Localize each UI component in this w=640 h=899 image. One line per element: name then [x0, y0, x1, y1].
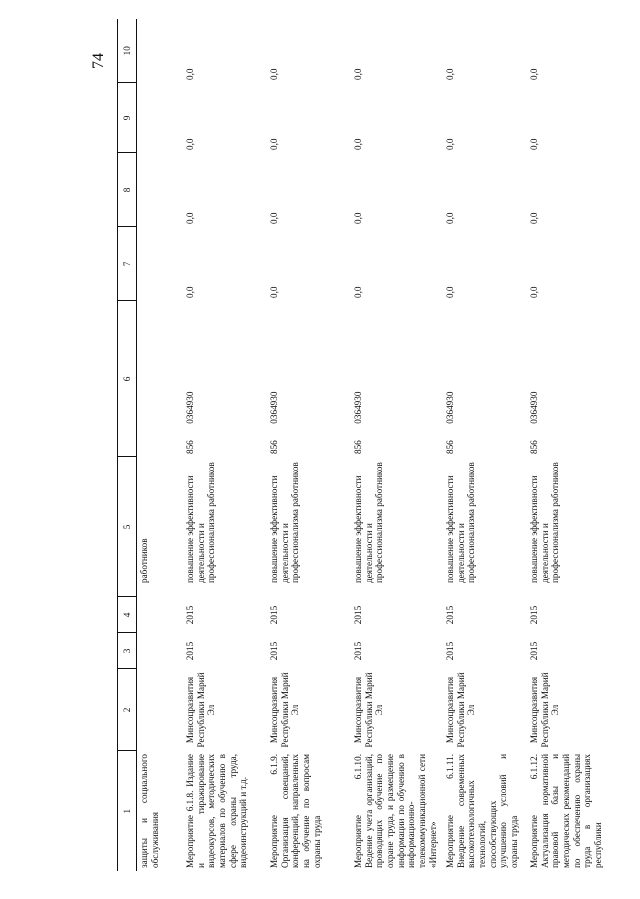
- continuation-row: [137, 19, 184, 871]
- expected-result: повышение эффективности деятельности и профессионализма работников: [269, 462, 301, 583]
- budget-codes: [443, 301, 527, 457]
- table-row: [351, 19, 443, 871]
- executor: Минсоцразвития Республики Марий Эл: [185, 672, 217, 748]
- end-year: 2015: [353, 605, 363, 625]
- col-header: 9: [118, 83, 137, 153]
- value-col10: 0,0: [353, 68, 363, 80]
- executor: Минсоцразвития Республики Марий Эл: [445, 672, 477, 748]
- start-year: 2015: [353, 641, 363, 661]
- col-header: 3: [118, 633, 137, 669]
- value-col8: 0,0: [353, 212, 363, 224]
- start-year: 2015: [445, 641, 455, 661]
- start-year: 2015: [529, 641, 539, 661]
- budget-codes: [351, 301, 443, 457]
- measure-name: защиты и социального обслуживания: [139, 754, 160, 868]
- end-year: 2015: [185, 605, 195, 625]
- value-col7: 0,0: [445, 286, 455, 298]
- expected-result: повышение эффективности деятельности и профессионализма работников: [529, 462, 561, 583]
- expected-result: работников: [139, 538, 149, 583]
- measure-name: Мероприятие 6.1.10. Ведение учета организаций, проводящих обучение по охране труда, и размещение информации по обучению в информационно-телекоммуникационной сети «Интернет»: [353, 754, 438, 868]
- table-row: [267, 19, 351, 871]
- executor: Минсоцразвития Республики Марий Эл: [529, 672, 561, 748]
- start-year: 2015: [269, 641, 279, 661]
- grbs-code: 856: [353, 440, 363, 454]
- value-col8: 0,0: [445, 212, 455, 224]
- value-col8: 0,0: [529, 212, 539, 224]
- program-table: [117, 19, 611, 871]
- rzpr-code: 0364930: [269, 391, 279, 424]
- header-row: [118, 19, 137, 871]
- budget-codes: [183, 301, 267, 457]
- value-col9: 0,0: [445, 138, 455, 150]
- col-header: 10: [118, 19, 137, 83]
- value-col7: 0,0: [269, 286, 279, 298]
- grbs-code: 856: [269, 440, 279, 454]
- budget-codes: [527, 301, 611, 457]
- value-col7: 0,0: [185, 286, 195, 298]
- col-header: 6: [118, 301, 137, 457]
- value-col8: 0,0: [269, 212, 279, 224]
- value-col9: 0,0: [529, 138, 539, 150]
- value-col10: 0,0: [529, 68, 539, 80]
- measure-name: Мероприятие 6.1.12. Актуализация нормативной правовой базы и методических рекомендаций по обеспечению охраны труда в организациях республики: [529, 754, 604, 868]
- executor: Минсоцразвития Республики Марий Эл: [353, 672, 385, 748]
- value-col7: 0,0: [353, 286, 363, 298]
- expected-result: повышение эффективности деятельности и профессионализма работников: [445, 462, 477, 583]
- table-row: [527, 19, 611, 871]
- end-year: 2015: [529, 605, 539, 625]
- expected-result: повышение эффективности деятельности и профессионализма работников: [185, 462, 217, 583]
- table-row: [183, 19, 267, 871]
- value-col9: 0,0: [269, 138, 279, 150]
- grbs-code: 856: [445, 440, 455, 454]
- value-col10: 0,0: [185, 68, 195, 80]
- rzpr-code: 0364930: [185, 391, 195, 424]
- value-col10: 0,0: [269, 68, 279, 80]
- rzpr-code: 0364930: [353, 391, 363, 424]
- value-col9: 0,0: [185, 138, 195, 150]
- col-header: 7: [118, 227, 137, 301]
- budget-codes: [267, 301, 351, 457]
- value-col7: 0,0: [529, 286, 539, 298]
- measure-name: Мероприятие 6.1.11. Внедрение современных высокотехнологичных технологий, способствующих улучшению условий и охраны труда: [445, 754, 520, 868]
- grbs-code: 856: [529, 440, 539, 454]
- col-header: 4: [118, 597, 137, 633]
- expected-result: повышение эффективности деятельности и профессионализма работников: [353, 462, 385, 583]
- page-number: 74: [90, 53, 107, 69]
- rzpr-code: 0364930: [445, 391, 455, 424]
- end-year: 2015: [445, 605, 455, 625]
- value-col8: 0,0: [185, 212, 195, 224]
- value-col9: 0,0: [353, 138, 363, 150]
- col-header: 1: [118, 751, 137, 871]
- grbs-code: 856: [185, 440, 195, 454]
- rzpr-code: 0364930: [529, 391, 539, 424]
- col-header: 5: [118, 457, 137, 597]
- end-year: 2015: [269, 605, 279, 625]
- col-header: 2: [118, 669, 137, 751]
- start-year: 2015: [185, 641, 195, 661]
- value-col10: 0,0: [445, 68, 455, 80]
- table-row: [443, 19, 527, 871]
- measure-name: Мероприятие 6.1.9. Организация совещаний, конференций, направленных на обучение по вопросам охраны труда: [269, 754, 322, 868]
- measure-name: Мероприятие 6.1.8. Издание и тиражирование видеокурсов, методических материалов по обучению в сфере охраны труда, видеоинструкций и т.д.: [185, 754, 249, 868]
- col-header: 8: [118, 153, 137, 227]
- executor: Минсоцразвития Республики Марий Эл: [269, 672, 301, 748]
